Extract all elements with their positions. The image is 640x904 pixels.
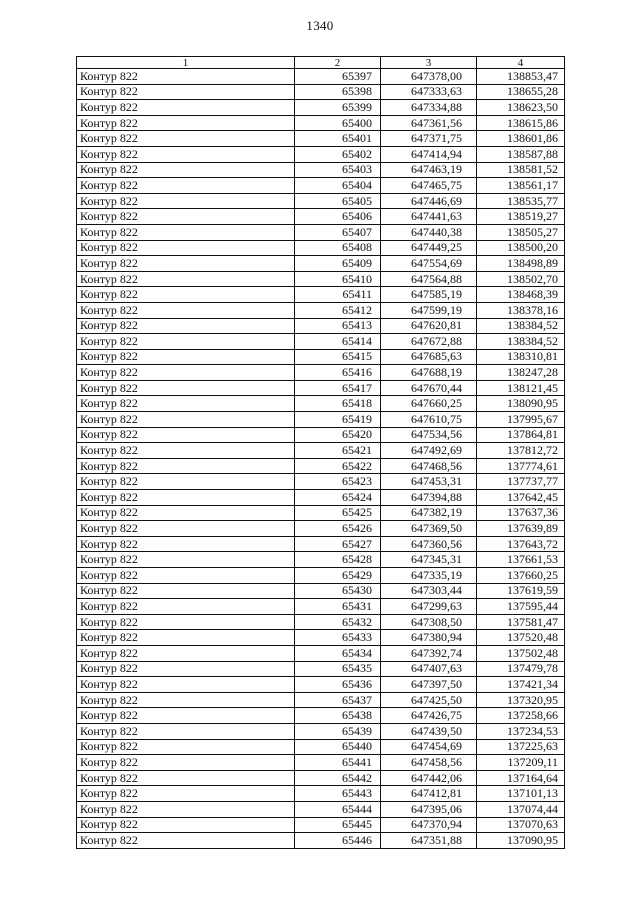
y-coordinate-cell: 138498,89 xyxy=(477,256,565,272)
y-coordinate-cell: 138615,86 xyxy=(477,115,565,131)
x-coordinate-cell: 647414,94 xyxy=(381,146,477,162)
x-coordinate-cell: 647361,56 xyxy=(381,115,477,131)
point-number-cell: 65442 xyxy=(295,770,381,786)
y-coordinate-cell: 138378,16 xyxy=(477,302,565,318)
contour-name-cell: Контур 822 xyxy=(77,271,295,287)
point-number-cell: 65446 xyxy=(295,833,381,849)
y-coordinate-cell: 137258,66 xyxy=(477,708,565,724)
point-number-cell: 65418 xyxy=(295,396,381,412)
point-number-cell: 65433 xyxy=(295,630,381,646)
x-coordinate-cell: 647308,50 xyxy=(381,614,477,630)
contour-name-cell: Контур 822 xyxy=(77,193,295,209)
point-number-cell: 65400 xyxy=(295,115,381,131)
x-coordinate-cell: 647620,81 xyxy=(381,318,477,334)
table-row xyxy=(77,349,565,365)
point-number-cell: 65408 xyxy=(295,240,381,256)
table-row xyxy=(77,224,565,240)
x-coordinate-cell: 647660,25 xyxy=(381,396,477,412)
y-coordinate-cell: 138581,52 xyxy=(477,162,565,178)
y-coordinate-cell: 138535,77 xyxy=(477,193,565,209)
point-number-cell: 65434 xyxy=(295,645,381,661)
point-number-cell: 65414 xyxy=(295,334,381,350)
x-coordinate-cell: 647440,38 xyxy=(381,224,477,240)
point-number-cell: 65443 xyxy=(295,786,381,802)
point-number-cell: 65406 xyxy=(295,209,381,225)
table-row xyxy=(77,536,565,552)
point-number-cell: 65401 xyxy=(295,131,381,147)
y-coordinate-cell: 137164,64 xyxy=(477,770,565,786)
x-coordinate-cell: 647564,88 xyxy=(381,271,477,287)
table-row xyxy=(77,412,565,428)
contour-name-cell: Контур 822 xyxy=(77,677,295,693)
table-row xyxy=(77,661,565,677)
x-coordinate-cell: 647412,81 xyxy=(381,786,477,802)
point-number-cell: 65404 xyxy=(295,178,381,194)
table-row xyxy=(77,770,565,786)
x-coordinate-cell: 647345,31 xyxy=(381,552,477,568)
contour-name-cell: Контур 822 xyxy=(77,100,295,116)
point-number-cell: 65421 xyxy=(295,443,381,459)
y-coordinate-cell: 137520,48 xyxy=(477,630,565,646)
y-coordinate-cell: 137581,47 xyxy=(477,614,565,630)
table-row xyxy=(77,427,565,443)
contour-name-cell: Контур 822 xyxy=(77,833,295,849)
x-coordinate-cell: 647492,69 xyxy=(381,443,477,459)
table-row xyxy=(77,817,565,833)
x-coordinate-cell: 647334,88 xyxy=(381,100,477,116)
contour-name-cell: Контур 822 xyxy=(77,365,295,381)
contour-name-cell: Контур 822 xyxy=(77,552,295,568)
point-number-cell: 65437 xyxy=(295,692,381,708)
x-coordinate-cell: 647446,69 xyxy=(381,193,477,209)
table-row xyxy=(77,146,565,162)
table-row xyxy=(77,474,565,490)
y-coordinate-cell: 138655,28 xyxy=(477,84,565,100)
y-coordinate-cell: 138623,50 xyxy=(477,100,565,116)
y-coordinate-cell: 137595,44 xyxy=(477,599,565,615)
y-coordinate-cell: 138468,39 xyxy=(477,287,565,303)
point-number-cell: 65432 xyxy=(295,614,381,630)
x-coordinate-cell: 647672,88 xyxy=(381,334,477,350)
contour-name-cell: Контур 822 xyxy=(77,723,295,739)
point-number-cell: 65412 xyxy=(295,302,381,318)
coordinates-table xyxy=(76,56,565,849)
contour-name-cell: Контур 822 xyxy=(77,396,295,412)
point-number-cell: 65419 xyxy=(295,412,381,428)
point-number-cell: 65435 xyxy=(295,661,381,677)
y-coordinate-cell: 137619,59 xyxy=(477,583,565,599)
contour-name-cell: Контур 822 xyxy=(77,770,295,786)
x-coordinate-cell: 647463,19 xyxy=(381,162,477,178)
point-number-cell: 65430 xyxy=(295,583,381,599)
table-row xyxy=(77,84,565,100)
y-coordinate-cell: 137074,44 xyxy=(477,801,565,817)
y-coordinate-cell: 137864,81 xyxy=(477,427,565,443)
point-number-cell: 65416 xyxy=(295,365,381,381)
table-row xyxy=(77,645,565,661)
x-coordinate-cell: 647407,63 xyxy=(381,661,477,677)
table-row xyxy=(77,193,565,209)
contour-name-cell: Контур 822 xyxy=(77,162,295,178)
point-number-cell: 65410 xyxy=(295,271,381,287)
column-header-3: 3 xyxy=(381,57,477,69)
y-coordinate-cell: 138519,27 xyxy=(477,209,565,225)
table-row xyxy=(77,100,565,116)
contour-name-cell: Контур 822 xyxy=(77,380,295,396)
table-row xyxy=(77,443,565,459)
y-coordinate-cell: 137812,72 xyxy=(477,443,565,459)
x-coordinate-cell: 647534,56 xyxy=(381,427,477,443)
contour-name-cell: Контур 822 xyxy=(77,739,295,755)
contour-name-cell: Контур 822 xyxy=(77,84,295,100)
table-row xyxy=(77,599,565,615)
y-coordinate-cell: 137225,63 xyxy=(477,739,565,755)
point-number-cell: 65398 xyxy=(295,84,381,100)
x-coordinate-cell: 647333,63 xyxy=(381,84,477,100)
y-coordinate-cell: 138505,27 xyxy=(477,224,565,240)
y-coordinate-cell: 138601,86 xyxy=(477,131,565,147)
x-coordinate-cell: 647397,50 xyxy=(381,677,477,693)
x-coordinate-cell: 647426,75 xyxy=(381,708,477,724)
x-coordinate-cell: 647585,19 xyxy=(381,287,477,303)
point-number-cell: 65428 xyxy=(295,552,381,568)
contour-name-cell: Контур 822 xyxy=(77,583,295,599)
contour-name-cell: Контур 822 xyxy=(77,443,295,459)
point-number-cell: 65409 xyxy=(295,256,381,272)
table-row xyxy=(77,568,565,584)
x-coordinate-cell: 647468,56 xyxy=(381,458,477,474)
contour-name-cell: Контур 822 xyxy=(77,334,295,350)
contour-name-cell: Контур 822 xyxy=(77,490,295,506)
contour-name-cell: Контур 822 xyxy=(77,224,295,240)
x-coordinate-cell: 647670,44 xyxy=(381,380,477,396)
point-number-cell: 65411 xyxy=(295,287,381,303)
table-row xyxy=(77,396,565,412)
x-coordinate-cell: 647392,74 xyxy=(381,645,477,661)
table-row xyxy=(77,178,565,194)
contour-name-cell: Контур 822 xyxy=(77,521,295,537)
x-coordinate-cell: 647369,50 xyxy=(381,521,477,537)
table-header-row xyxy=(77,57,565,69)
x-coordinate-cell: 647439,50 xyxy=(381,723,477,739)
table-row xyxy=(77,131,565,147)
point-number-cell: 65429 xyxy=(295,568,381,584)
table-row xyxy=(77,318,565,334)
table-row xyxy=(77,692,565,708)
y-coordinate-cell: 137995,67 xyxy=(477,412,565,428)
contour-name-cell: Контур 822 xyxy=(77,318,295,334)
point-number-cell: 65402 xyxy=(295,146,381,162)
x-coordinate-cell: 647685,63 xyxy=(381,349,477,365)
table-row xyxy=(77,630,565,646)
x-coordinate-cell: 647380,94 xyxy=(381,630,477,646)
y-coordinate-cell: 138310,81 xyxy=(477,349,565,365)
point-number-cell: 65422 xyxy=(295,458,381,474)
table-row xyxy=(77,365,565,381)
table-row xyxy=(77,334,565,350)
y-coordinate-cell: 137090,95 xyxy=(477,833,565,849)
contour-name-cell: Контур 822 xyxy=(77,209,295,225)
point-number-cell: 65439 xyxy=(295,723,381,739)
contour-name-cell: Контур 822 xyxy=(77,240,295,256)
column-header-4: 4 xyxy=(477,57,565,69)
x-coordinate-cell: 647688,19 xyxy=(381,365,477,381)
y-coordinate-cell: 137737,77 xyxy=(477,474,565,490)
y-coordinate-cell: 138561,17 xyxy=(477,178,565,194)
y-coordinate-cell: 137421,34 xyxy=(477,677,565,693)
x-coordinate-cell: 647449,25 xyxy=(381,240,477,256)
contour-name-cell: Контур 822 xyxy=(77,661,295,677)
contour-name-cell: Контур 822 xyxy=(77,536,295,552)
page-number: 1340 xyxy=(306,18,334,33)
table-row xyxy=(77,755,565,771)
y-coordinate-cell: 137642,45 xyxy=(477,490,565,506)
point-number-cell: 65438 xyxy=(295,708,381,724)
table-row xyxy=(77,302,565,318)
table-row xyxy=(77,287,565,303)
contour-name-cell: Контур 822 xyxy=(77,287,295,303)
point-number-cell: 65403 xyxy=(295,162,381,178)
y-coordinate-cell: 138500,20 xyxy=(477,240,565,256)
point-number-cell: 65415 xyxy=(295,349,381,365)
y-coordinate-cell: 138384,52 xyxy=(477,334,565,350)
y-coordinate-cell: 137479,78 xyxy=(477,661,565,677)
contour-name-cell: Контур 822 xyxy=(77,474,295,490)
y-coordinate-cell: 137774,61 xyxy=(477,458,565,474)
x-coordinate-cell: 647303,44 xyxy=(381,583,477,599)
table-row xyxy=(77,614,565,630)
contour-name-cell: Контур 822 xyxy=(77,614,295,630)
contour-name-cell: Контур 822 xyxy=(77,178,295,194)
x-coordinate-cell: 647351,88 xyxy=(381,833,477,849)
x-coordinate-cell: 647395,06 xyxy=(381,801,477,817)
contour-name-cell: Контур 822 xyxy=(77,817,295,833)
x-coordinate-cell: 647370,94 xyxy=(381,817,477,833)
y-coordinate-cell: 138384,52 xyxy=(477,318,565,334)
contour-name-cell: Контур 822 xyxy=(77,599,295,615)
point-number-cell: 65436 xyxy=(295,677,381,693)
y-coordinate-cell: 137661,53 xyxy=(477,552,565,568)
column-header-1: 1 xyxy=(77,57,295,69)
point-number-cell: 65424 xyxy=(295,490,381,506)
x-coordinate-cell: 647335,19 xyxy=(381,568,477,584)
x-coordinate-cell: 647299,63 xyxy=(381,599,477,615)
point-number-cell: 65441 xyxy=(295,755,381,771)
contour-name-cell: Контур 822 xyxy=(77,458,295,474)
point-number-cell: 65420 xyxy=(295,427,381,443)
x-coordinate-cell: 647453,31 xyxy=(381,474,477,490)
y-coordinate-cell: 137639,89 xyxy=(477,521,565,537)
table-row xyxy=(77,505,565,521)
contour-name-cell: Контур 822 xyxy=(77,645,295,661)
table-row xyxy=(77,677,565,693)
y-coordinate-cell: 137070,63 xyxy=(477,817,565,833)
table-row xyxy=(77,240,565,256)
table-row xyxy=(77,69,565,85)
x-coordinate-cell: 647454,69 xyxy=(381,739,477,755)
table-row xyxy=(77,380,565,396)
table-row xyxy=(77,739,565,755)
column-header-2: 2 xyxy=(295,57,381,69)
point-number-cell: 65444 xyxy=(295,801,381,817)
point-number-cell: 65407 xyxy=(295,224,381,240)
table-row xyxy=(77,833,565,849)
y-coordinate-cell: 138587,88 xyxy=(477,146,565,162)
point-number-cell: 65397 xyxy=(295,69,381,85)
y-coordinate-cell: 137643,72 xyxy=(477,536,565,552)
x-coordinate-cell: 647394,88 xyxy=(381,490,477,506)
x-coordinate-cell: 647382,19 xyxy=(381,505,477,521)
table-row xyxy=(77,521,565,537)
y-coordinate-cell: 137234,53 xyxy=(477,723,565,739)
contour-name-cell: Контур 822 xyxy=(77,256,295,272)
contour-name-cell: Контур 822 xyxy=(77,505,295,521)
table-row xyxy=(77,490,565,506)
x-coordinate-cell: 647610,75 xyxy=(381,412,477,428)
point-number-cell: 65427 xyxy=(295,536,381,552)
y-coordinate-cell: 137502,48 xyxy=(477,645,565,661)
y-coordinate-cell: 137660,25 xyxy=(477,568,565,584)
x-coordinate-cell: 647378,00 xyxy=(381,69,477,85)
x-coordinate-cell: 647465,75 xyxy=(381,178,477,194)
x-coordinate-cell: 647441,63 xyxy=(381,209,477,225)
table-row xyxy=(77,162,565,178)
contour-name-cell: Контур 822 xyxy=(77,568,295,584)
y-coordinate-cell: 137209,11 xyxy=(477,755,565,771)
contour-name-cell: Контур 822 xyxy=(77,131,295,147)
y-coordinate-cell: 138502,70 xyxy=(477,271,565,287)
contour-name-cell: Контур 822 xyxy=(77,801,295,817)
table-row xyxy=(77,583,565,599)
contour-name-cell: Контур 822 xyxy=(77,630,295,646)
table-row xyxy=(77,458,565,474)
table-body xyxy=(77,69,565,849)
contour-name-cell: Контур 822 xyxy=(77,146,295,162)
x-coordinate-cell: 647599,19 xyxy=(381,302,477,318)
x-coordinate-cell: 647442,06 xyxy=(381,770,477,786)
point-number-cell: 65440 xyxy=(295,739,381,755)
point-number-cell: 65423 xyxy=(295,474,381,490)
y-coordinate-cell: 138090,95 xyxy=(477,396,565,412)
table-row xyxy=(77,271,565,287)
contour-name-cell: Контур 822 xyxy=(77,412,295,428)
point-number-cell: 65445 xyxy=(295,817,381,833)
contour-name-cell: Контур 822 xyxy=(77,115,295,131)
contour-name-cell: Контур 822 xyxy=(77,349,295,365)
table-row xyxy=(77,209,565,225)
table-row xyxy=(77,115,565,131)
point-number-cell: 65405 xyxy=(295,193,381,209)
point-number-cell: 65431 xyxy=(295,599,381,615)
table-row xyxy=(77,552,565,568)
point-number-cell: 65413 xyxy=(295,318,381,334)
point-number-cell: 65425 xyxy=(295,505,381,521)
table-row xyxy=(77,708,565,724)
contour-name-cell: Контур 822 xyxy=(77,755,295,771)
contour-name-cell: Контур 822 xyxy=(77,427,295,443)
y-coordinate-cell: 137320,95 xyxy=(477,692,565,708)
contour-name-cell: Контур 822 xyxy=(77,302,295,318)
point-number-cell: 65426 xyxy=(295,521,381,537)
y-coordinate-cell: 137101,13 xyxy=(477,786,565,802)
contour-name-cell: Контур 822 xyxy=(77,69,295,85)
y-coordinate-cell: 138121,45 xyxy=(477,380,565,396)
point-number-cell: 65399 xyxy=(295,100,381,116)
contour-name-cell: Контур 822 xyxy=(77,692,295,708)
table-row xyxy=(77,801,565,817)
x-coordinate-cell: 647425,50 xyxy=(381,692,477,708)
contour-name-cell: Контур 822 xyxy=(77,708,295,724)
point-number-cell: 65417 xyxy=(295,380,381,396)
table-row xyxy=(77,723,565,739)
x-coordinate-cell: 647360,56 xyxy=(381,536,477,552)
contour-name-cell: Контур 822 xyxy=(77,786,295,802)
x-coordinate-cell: 647554,69 xyxy=(381,256,477,272)
y-coordinate-cell: 138853,47 xyxy=(477,69,565,85)
table-row xyxy=(77,786,565,802)
y-coordinate-cell: 137637,36 xyxy=(477,505,565,521)
x-coordinate-cell: 647458,56 xyxy=(381,755,477,771)
table-row xyxy=(77,256,565,272)
x-coordinate-cell: 647371,75 xyxy=(381,131,477,147)
y-coordinate-cell: 138247,28 xyxy=(477,365,565,381)
